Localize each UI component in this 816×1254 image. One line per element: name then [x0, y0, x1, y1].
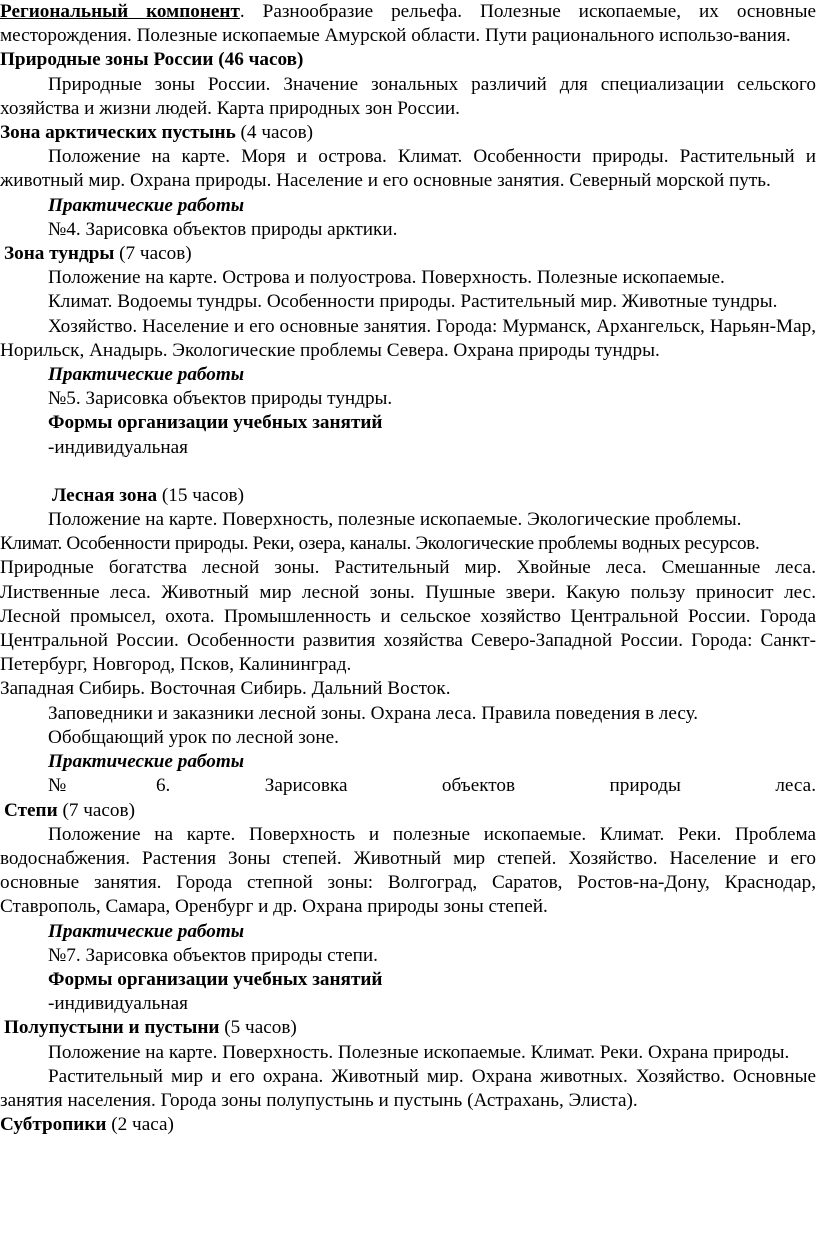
- forest-heading: Лесная зона: [52, 484, 158, 506]
- tundra-practice-title: Практические работы: [48, 364, 245, 386]
- natural-zones-heading: Природные зоны России (46 часов): [0, 49, 304, 71]
- forest-text-2: Климат. Особенности природы. Реки, озера, каналы. Экологические проблемы водных ресурсов.: [0, 533, 760, 555]
- regional-paragraph: [0, 0, 816, 48]
- blank-line: [0, 460, 816, 484]
- tundra-practice-text: №5. Зарисовка объектов природы тундры.: [48, 388, 393, 410]
- tundra-heading: Зона тундры: [4, 243, 115, 265]
- steppe-forms-title: Формы организации учебных занятий: [48, 968, 383, 990]
- forest-text-3: Природные богатства лесной зоны. Растительный мир. Хвойные леса. Смешанные леса. Лиственные леса. Животный мир лесной зоны. Пушные звери. Какую пользу приносит лес. Лесной промысел, охота. Промышленность и сельское хозяйство Центральной России. Города Центральной России. Особенности развития хозяйства Северо-Западной России. Города: Санкт-Петербург, Новгород, Псков, Калининград.: [0, 557, 816, 676]
- tundra-text-2: Климат. Водоемы тундры. Особенности природы. Растительный мир. Животные тундры.: [48, 291, 778, 313]
- steppe-hours: (7 часов): [57, 799, 135, 821]
- tundra-heading-line: [0, 242, 816, 266]
- subtropics-hours: (2 часа): [106, 1114, 174, 1136]
- forest-text-1: Положение на карте. Поверхность, полезные ископаемые. Экологические проблемы.: [48, 509, 742, 531]
- tundra-hours: (7 часов): [114, 243, 192, 265]
- forest-text-5: Заповедники и заказники лесной зоны. Охрана леса. Правила поведения в лесу.: [48, 702, 699, 724]
- deserts-heading-line: [0, 1016, 816, 1040]
- tundra-forms-text: -индивидуальная: [48, 436, 189, 458]
- arctic-practice-title: Практические работы: [48, 194, 245, 216]
- steppe-forms-text: -индивидуальная: [48, 993, 189, 1015]
- forest-hours: (15 часов): [157, 484, 245, 506]
- regional-text: . Разнообразие рельефа. Полезные ископаемые, их основные месторождения. Полезные ископаемые Амурской области. Пути рационального использо-вания.: [0, 1, 816, 47]
- arctic-text: Положение на карте. Моря и острова. Климат. Особенности природы. Растительный и животный мир. Охрана природы. Население и его основные занятия. Северный морской путь.: [0, 146, 816, 192]
- tundra-text-1: Положение на карте. Острова и полуострова. Поверхность. Полезные ископаемые.: [48, 267, 725, 289]
- forest-heading-line: [0, 484, 816, 508]
- deserts-text-1: Положение на карте. Поверхность. Полезные ископаемые. Климат. Реки. Охрана природы.: [48, 1041, 790, 1063]
- arctic-heading-line: [0, 121, 816, 145]
- deserts-hours: (5 часов): [219, 1017, 297, 1039]
- subtropics-heading-line: [0, 1113, 816, 1137]
- steppe-heading: Степи: [4, 799, 58, 821]
- tundra-forms-title: Формы организации учебных занятий: [48, 412, 383, 434]
- arctic-heading: Зона арктических пустынь: [0, 122, 236, 144]
- forest-text-6: Обобщающий урок по лесной зоне.: [48, 726, 339, 748]
- forest-practice-title: Практические работы: [48, 751, 245, 773]
- forest-practice-text: №6. Зарисовка объектов природы леса.: [48, 775, 816, 797]
- arctic-practice-text: №4. Зарисовка объектов природы арктики.: [48, 218, 398, 240]
- tundra-text-3: Хозяйство. Население и его основные занятия. Города: Мурманск, Архангельск, Нарьян-Мар, Норильск, Анадырь. Экологические проблемы Севера. Охрана природы тундры.: [0, 315, 816, 361]
- steppe-text: Положение на карте. Поверхность и полезные ископаемые. Климат. Реки. Проблема водоснабжения. Растения Зоны степей. Животный мир степей. Хозяйство. Население и его основные занятия. Города степной зоны: Волгоград, Саратов, Ростов-на-Дону, Краснодар, Ставрополь, Самара, Оренбург и др. Охрана природы зоны степей.: [0, 823, 816, 918]
- regional-title: Региональный компонент: [0, 1, 240, 22]
- steppe-heading-line: [0, 799, 816, 823]
- deserts-heading: Полупустыни и пустыни: [4, 1017, 220, 1039]
- subtropics-heading: Субтропики: [0, 1114, 107, 1136]
- arctic-hours: (4 часов): [235, 122, 314, 144]
- deserts-text-2: Растительный мир и его охрана. Животный мир. Охрана животных. Хозяйство. Основные занятия населения. Города зоны полупустынь и пустынь (Астрахань, Элиста).: [0, 1065, 816, 1111]
- steppe-practice-title: Практические работы: [48, 920, 245, 942]
- forest-text-4: Западная Сибирь. Восточная Сибирь. Дальний Восток.: [0, 678, 451, 700]
- steppe-practice-text: №7. Зарисовка объектов природы степи.: [48, 944, 378, 966]
- natural-zones-text: Природные зоны России. Значение зональных различий для специализации сельского хозяйства и жизни людей. Карта природных зон России.: [0, 73, 816, 119]
